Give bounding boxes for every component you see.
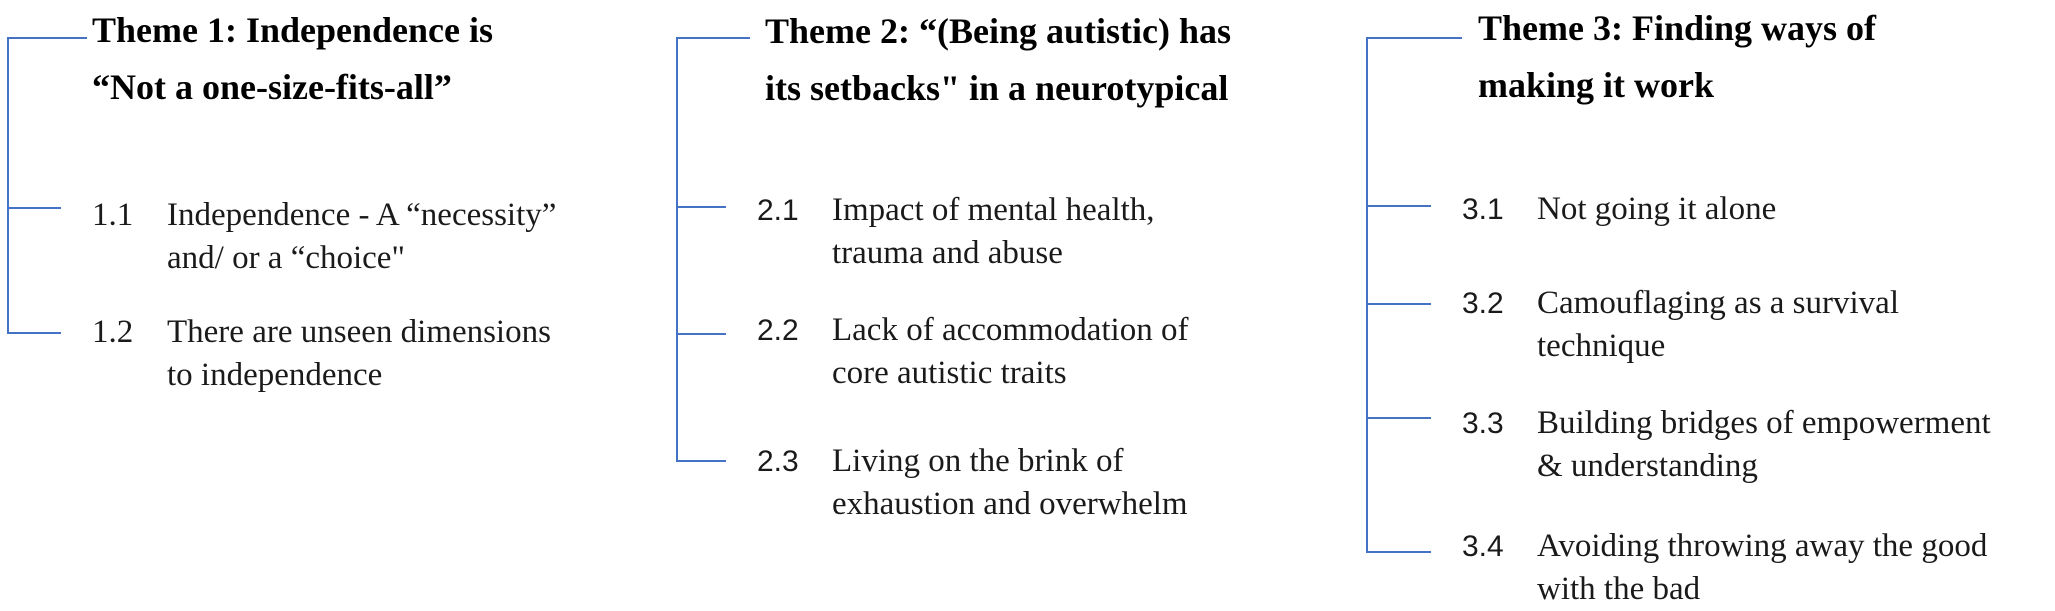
subtheme-3-3-number: 3.3: [1462, 407, 1504, 440]
subtheme-3-3-label: [1537, 402, 1991, 488]
subtheme-3-3-connector: [1366, 417, 1431, 419]
theme-2-title-line-2: its setbacks" in a neurotypical: [765, 68, 1229, 108]
subtheme-2-2-line-1: Lack of accommodation of: [832, 312, 1189, 348]
subtheme-1-1-number: 1.1: [92, 197, 134, 233]
subtheme-2-1-label: [832, 189, 1155, 275]
subtheme-2-1-line-2: trauma and abuse: [832, 235, 1063, 271]
theme-2-title: [765, 3, 1231, 117]
subtheme-1-2-line-1: There are unseen dimensions: [167, 314, 551, 350]
subtheme-2-2-line-2: core autistic traits: [832, 355, 1067, 391]
subtheme-3-1-number: 3.1: [1462, 193, 1504, 226]
subtheme-2-1-number: 2.1: [757, 194, 799, 227]
subtheme-2-2-label: [832, 309, 1188, 395]
theme-3-title: [1478, 0, 1876, 114]
subtheme-2-2-number: 2.2: [757, 314, 799, 347]
theme-1-connector-vertical: [7, 37, 9, 333]
subtheme-1-1-line-2: and/ or a “choice": [167, 240, 405, 276]
subtheme-3-3-line-1: Building bridges of empowerment: [1537, 405, 1991, 441]
subtheme-3-3-line-2: & understanding: [1537, 448, 1758, 484]
subtheme-3-2-label: [1537, 282, 1899, 368]
subtheme-2-1-line-1: Impact of mental health,: [832, 192, 1155, 228]
subtheme-3-1-label: [1537, 188, 1776, 231]
subtheme-1-2-line-2: to independence: [167, 357, 383, 393]
subtheme-1-1-connector: [7, 207, 61, 209]
subtheme-2-3-number: 2.3: [757, 445, 799, 478]
theme-1-title-line-1: Theme 1: Independence is: [92, 10, 494, 50]
theme-2-connector-title: [676, 37, 750, 39]
theme-3-connector-title: [1366, 37, 1462, 39]
theme-1-title-line-2: “Not a one-size-fits-all”: [92, 67, 452, 107]
subtheme-2-2-connector: [676, 333, 726, 335]
theme-2-title-line-1: Theme 2: “(Being autistic) has: [765, 11, 1231, 51]
subtheme-3-4-line-1: Avoiding throwing away the good: [1537, 528, 1988, 564]
subtheme-3-4-label: [1537, 525, 1987, 611]
subtheme-2-3-line-1: Living on the brink of: [832, 443, 1124, 479]
subtheme-3-4-number: 3.4: [1462, 530, 1504, 563]
subtheme-1-2-label: [167, 311, 551, 397]
subtheme-3-1-connector: [1366, 205, 1431, 207]
theme-1-connector-title: [7, 37, 87, 39]
subtheme-2-3-connector: [676, 460, 726, 462]
subtheme-3-4-connector: [1366, 551, 1431, 553]
theme-1-title: [92, 2, 493, 116]
subtheme-2-3-label: [832, 440, 1188, 526]
subtheme-1-2-number: 1.2: [92, 314, 134, 350]
theme-3-connector-vertical: [1366, 37, 1368, 552]
theme-3-title-line-1: Theme 3: Finding ways of: [1478, 8, 1877, 48]
theme-2-connector-vertical: [676, 37, 678, 461]
subtheme-3-2-line-1: Camouflaging as a survival: [1537, 285, 1900, 321]
subtheme-3-1-line-1: Not going it alone: [1537, 191, 1777, 227]
subtheme-3-2-line-2: technique: [1537, 328, 1666, 364]
subtheme-2-3-line-2: exhaustion and overwhelm: [832, 486, 1188, 522]
subtheme-3-2-connector: [1366, 303, 1431, 305]
subtheme-3-2-number: 3.2: [1462, 287, 1504, 320]
subtheme-1-1-line-1: Independence - A “necessity”: [167, 197, 557, 233]
subtheme-1-2-connector: [7, 332, 61, 334]
subtheme-1-1-label: [167, 194, 556, 280]
theme-3-title-line-2: making it work: [1478, 65, 1715, 105]
subtheme-2-1-connector: [676, 206, 726, 208]
subtheme-3-4-line-2: with the bad: [1537, 571, 1701, 607]
